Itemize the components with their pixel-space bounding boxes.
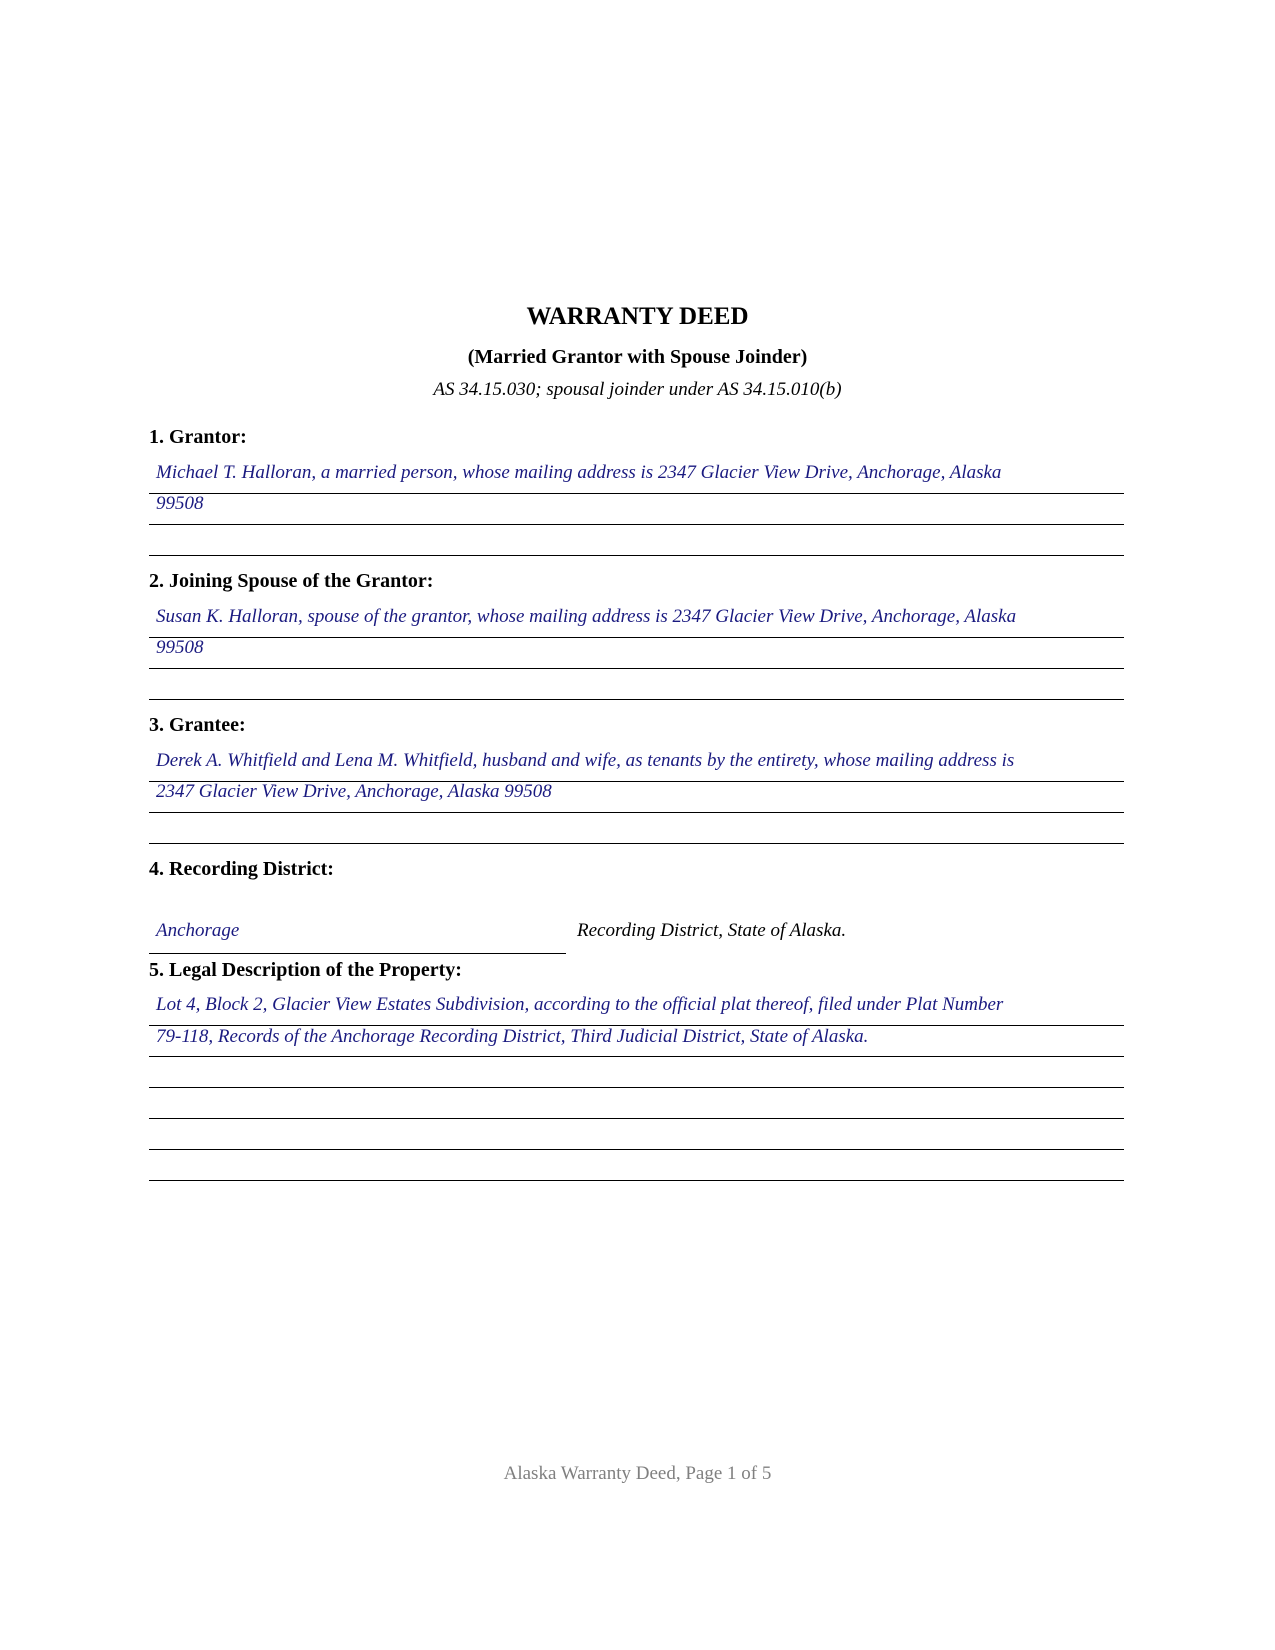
grantee-field-line-2[interactable]: 2347 Glacier View Drive, Anchorage, Alaska 99508 [156, 781, 552, 802]
statute-citation: AS 34.15.030; spousal joinder under AS 34.15.010(b) [433, 379, 842, 400]
legal-description-heading: 5. Legal Description of the Property: [149, 959, 462, 981]
page-footer: Alaska Warranty Deed, Page 1 of 5 [503, 1463, 772, 1484]
legal-description-rule-3 [149, 1087, 1124, 1088]
legal-description-rule-6 [149, 1180, 1124, 1181]
recording-district-field[interactable]: Anchorage [156, 920, 240, 941]
grantor-field-line-2[interactable]: 99508 [156, 493, 204, 514]
spouse-rule-1 [149, 637, 1124, 638]
spouse-rule-2 [149, 668, 1124, 669]
spouse-rule-3 [149, 699, 1124, 700]
grantee-rule-3 [149, 843, 1124, 844]
recording-district-suffix: Recording District, State of Alaska. [577, 920, 847, 941]
legal-description-rule-5 [149, 1149, 1124, 1150]
grantor-rule-1 [149, 493, 1124, 494]
spouse-field-line-1[interactable]: Susan K. Halloran, spouse of the grantor, whose mailing address is 2347 Glacier View Drive, Anchorage, Alaska [156, 606, 1017, 627]
legal-description-field-line-2[interactable]: 79-118, Records of the Anchorage Recording District, Third Judicial District, State of Alaska. [156, 1026, 869, 1047]
grantor-rule-3 [149, 555, 1124, 556]
recording-district-rule [149, 953, 566, 954]
grantee-rule-2 [149, 812, 1124, 813]
spouse-field-line-2[interactable]: 99508 [156, 637, 204, 658]
grantor-rule-2 [149, 524, 1124, 525]
recording-district-heading: 4. Recording District: [149, 858, 334, 880]
legal-description-rule-2 [149, 1056, 1124, 1057]
grantee-field-line-1[interactable]: Derek A. Whitfield and Lena M. Whitfield, husband and wife, as tenants by the entirety, whose mailing address is [156, 750, 1015, 771]
spouse-heading: 2. Joining Spouse of the Grantor: [149, 570, 434, 592]
grantor-field-line-1[interactable]: Michael T. Halloran, a married person, whose mailing address is 2347 Glacier View Drive, Anchorage, Alaska [156, 462, 1002, 483]
legal-description-rule-4 [149, 1118, 1124, 1119]
document-subtitle: (Married Grantor with Spouse Joinder) [467, 346, 808, 368]
grantor-heading: 1. Grantor: [149, 426, 247, 448]
legal-description-field-line-1[interactable]: Lot 4, Block 2, Glacier View Estates Subdivision, according to the official plat thereof, filed under Plat Number [156, 994, 1004, 1015]
grantee-heading: 3. Grantee: [149, 714, 246, 736]
document-title: WARRANTY DEED [526, 303, 749, 330]
